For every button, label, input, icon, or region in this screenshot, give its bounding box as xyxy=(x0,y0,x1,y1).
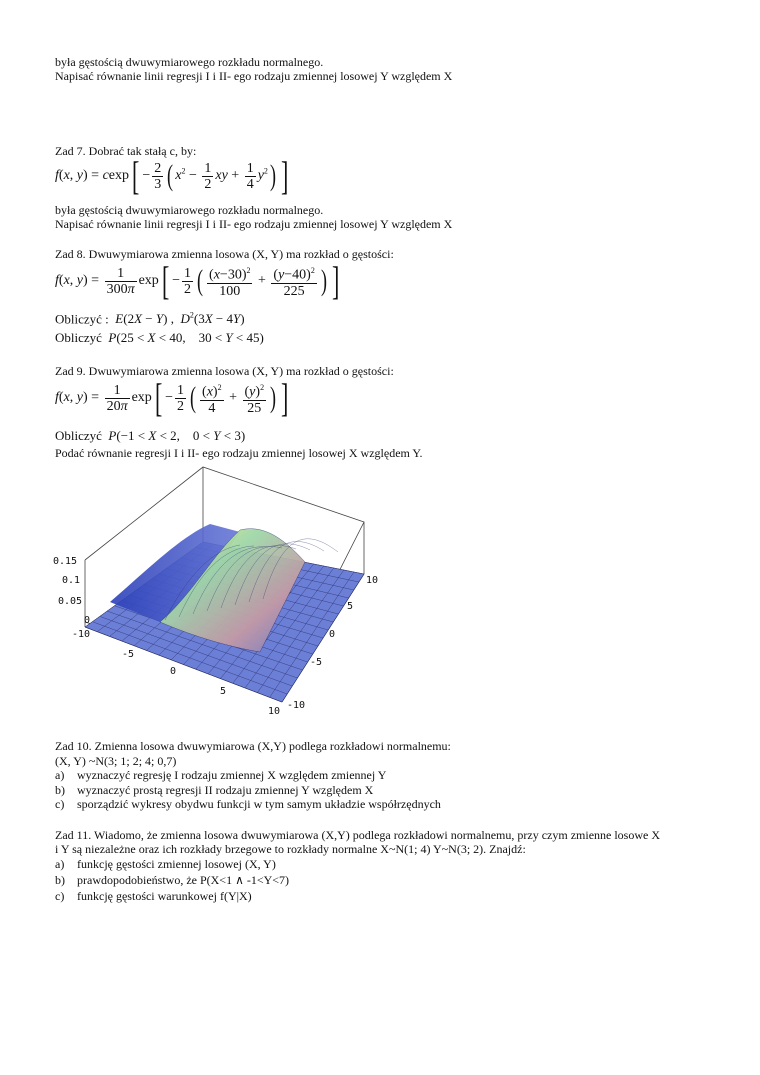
zad8-calc2-label: Obliczyć xyxy=(55,330,102,345)
zad11-item-c: c) funkcję gęstości warunkowej f(Y|X) xyxy=(55,889,252,903)
zad8-calc-1 xyxy=(55,311,245,327)
z-tick-label: 0.05 xyxy=(58,596,83,607)
zad10-params: (X, Y) ~N(3; 1; 2; 4; 0,7) xyxy=(55,754,177,768)
y-tick-label: 0 xyxy=(329,629,336,640)
zad8-calc-2 xyxy=(55,330,264,346)
zad8-calc1-label: Obliczyć : xyxy=(55,311,109,327)
intro-line-1: była gęstością dwuwymiarowego rozkładu normalnego. xyxy=(55,55,324,69)
zad8-title: Zad 8. Dwuwymiarowa zmienna losowa (X, Y) ma rozkład o gęstości: xyxy=(55,247,394,261)
z-tick-label: 0.1 xyxy=(62,575,81,586)
zad10-item-a: a) wyznaczyć regresję I rodzaju zmiennej X względem zmiennej Y xyxy=(55,768,387,782)
x-tick-label: -5 xyxy=(122,649,135,660)
surface-plot xyxy=(50,462,390,720)
x-tick-label: 10 xyxy=(268,706,281,717)
z-tick-label: 0.15 xyxy=(53,556,78,567)
zad8-formula: f(x, y) = $\frac{1}{300\pi}$ exp[ − $\frac{1}{2}$ ( $\frac{(x-30)^2}{100}$ + $\frac{(y-40)^2}{225}$ ) ] xyxy=(55,258,340,303)
zad9-calc-label: Obliczyć xyxy=(55,428,102,443)
intro-line-2: Napisać równanie linii regresji I i II- ego rodzaju zmiennej losowej Y względem X xyxy=(55,69,453,83)
zad11-item-b: b) prawdopodobieństwo, że P(X<1 ∧ -1<Y<7) xyxy=(55,873,290,887)
z-axis-ticks xyxy=(53,556,90,626)
zad11-item-a: a) funkcję gęstości zmiennej losowej (X, Y) xyxy=(55,857,276,871)
zad9-formula: f(x, y) = $\frac{1}{20\pi}$ exp[ − $\frac{1}{2}$ ( $\frac{(x)^2}{4}$ + $\frac{(y)^2}{25}$ ) ] xyxy=(55,375,289,420)
y-tick-label: -5 xyxy=(310,657,323,668)
zad10-title: Zad 10. Zmienna losowa dwuwymiarowa (X,Y) podlega rozkładowi normalnemu: xyxy=(55,739,451,753)
y-tick-label: 10 xyxy=(366,575,379,586)
y-tick-label: -10 xyxy=(287,700,306,711)
x-tick-label: -10 xyxy=(72,629,91,640)
zad7-after-1: była gęstością dwuwymiarowego rozkładu normalnego. xyxy=(55,203,324,217)
zad7-after-2: Napisać równanie linii regresji I i II- ego rodzaju zmiennej losowej Y względem X xyxy=(55,217,453,231)
zad11-line-1: Zad 11. Wiadomo, że zmienna losowa dwuwymiarowa (X,Y) podlega rozkładowi normalnemu, przy czym zmienne losowe X xyxy=(55,828,661,842)
zad9-regression: Podać równanie regresji I i II- ego rodzaju zmiennej losowej X względem Y. xyxy=(55,446,423,460)
zad8-calc1-expr: E(2X − Y) , $D^2(3X - 4Y)$ xyxy=(115,311,245,327)
y-tick-label: 5 xyxy=(347,601,354,612)
x-tick-label: 5 xyxy=(220,686,227,697)
zad10-item-c: c) sporządzić wykresy obydwu funkcji w tym samym układzie współrzędnych xyxy=(55,797,441,811)
zad9-calc-expr: P(−1 < X < 2, 0 < Y < 3) xyxy=(108,428,246,443)
zad11-line-2: i Y są niezależne oraz ich rozkłady brzegowe to rozkłady normalne X~N(1; 4) Y~N(3; 2). Znajdź: xyxy=(55,842,526,856)
zad9-calc xyxy=(55,428,245,444)
zad7-formula: f(x, y) = cexp[ − $\frac{2}{3}$ ( $x^2$ − $\frac{1}{2}$ xy + $\frac{1}{4}$ $y^2$) ] xyxy=(55,153,289,198)
zad8-calc2-expr: P(25 < X < 40, 30 < Y < 45) xyxy=(108,330,264,345)
zad9-title: Zad 9. Dwuwymiarowa zmienna losowa (X, Y) ma rozkład o gęstości: xyxy=(55,364,394,378)
x-tick-label: 0 xyxy=(170,666,177,677)
z-tick-label: 0 xyxy=(84,615,91,626)
zad10-item-b: b) wyznaczyć prostą regresji II rodzaju zmiennej Y względem X xyxy=(55,783,374,797)
zad7-title: Zad 7. Dobrać tak stałą c, by: xyxy=(55,144,197,158)
